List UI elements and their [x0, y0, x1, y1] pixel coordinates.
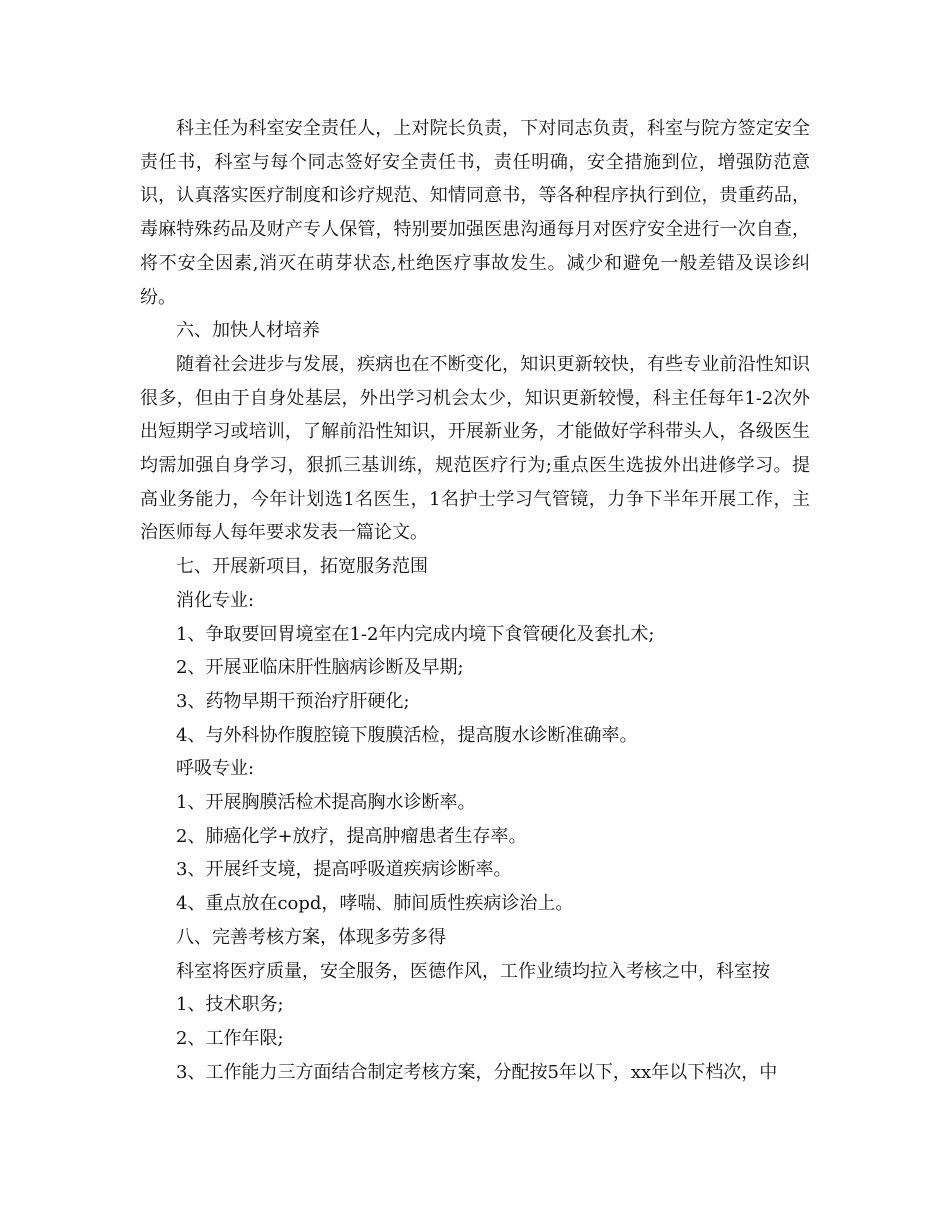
list-item-digestive-2: 2、开展亚临床肝性脑病诊断及早期;	[176, 657, 464, 679]
section-heading-assessment: 八、完善考核方案，体现多劳多得	[176, 926, 446, 948]
list-item-assessment-3: 3、工作能力三方面结合制定考核方案，分配按5年以下，xx年以下档次，中	[176, 1061, 778, 1083]
list-item-respiratory-4: 4、重点放在copd，哮喘、肺间质性疾病诊治上。	[176, 893, 574, 915]
list-item-respiratory-3: 3、开展纤支境，提高呼吸道疾病诊断率。	[176, 859, 512, 881]
section-heading-talent: 六、加快人材培养	[176, 320, 320, 342]
subheading-digestive: 消化专业:	[176, 589, 255, 611]
list-item-assessment-2: 2、工作年限;	[176, 1027, 284, 1049]
list-item-assessment-1: 1、技术职务;	[176, 994, 284, 1016]
paragraph-safety: 科主任为科室安全责任人，上对院长负责，下对同志负责，科室与院方签定安全责任书，科室与每个同志签好安全责任书，责任明确，安全措施到位，增强防范意识，认真落实医疗制度和诊疗规范、知情同意书，等各种程序执行到位，贵重药品，毒麻特殊药品及财产专人保管，特别要加强医患沟通每月对医疗安全进行一次自查，将不安全因素,消灭在萌芽状态,杜绝医疗事故发生。减少和避免一般差错及误诊纠纷。	[140, 118, 810, 308]
subheading-respiratory: 呼吸专业:	[176, 758, 255, 780]
list-item-digestive-4: 4、与外科协作腹腔镜下腹膜活检，提高腹水诊断准确率。	[176, 724, 638, 746]
list-item-respiratory-1: 1、开展胸膜活检术提高胸水诊断率。	[176, 792, 476, 814]
section-heading-new-projects: 七、开展新项目，拓宽服务范围	[176, 556, 428, 578]
list-item-respiratory-2: 2、肺癌化学+放疗，提高肿瘤患者生存率。	[176, 825, 527, 847]
list-item-digestive-3: 3、药物早期干预治疗肝硬化;	[176, 690, 410, 712]
list-item-digestive-1: 1、争取要回胃境室在1-2年内完成内境下食管硬化及套扎术;	[176, 623, 655, 645]
paragraph-talent: 随着社会进步与发展，疾病也在不断变化，知识更新较快，有些专业前沿性知识很多，但由于自身处基层，外出学习机会太少，知识更新较慢，科主任每年1-2次外出短期学习或培训，了解前沿性知识，开展新业务，才能做好学科带头人，各级医生均需加强自身学习，狠抓三基训练，规范医疗行为;重点医生选拔外出进修学习。提高业务能力，今年计划选1名医生，1名护士学习气管镜，力争下半年开展工作，主治医师每人每年要求发表一篇论文。	[140, 353, 810, 544]
paragraph-assessment: 科室将医疗质量，安全服务，医德作风，工作业绩均拉入考核之中，科室按	[176, 960, 770, 982]
